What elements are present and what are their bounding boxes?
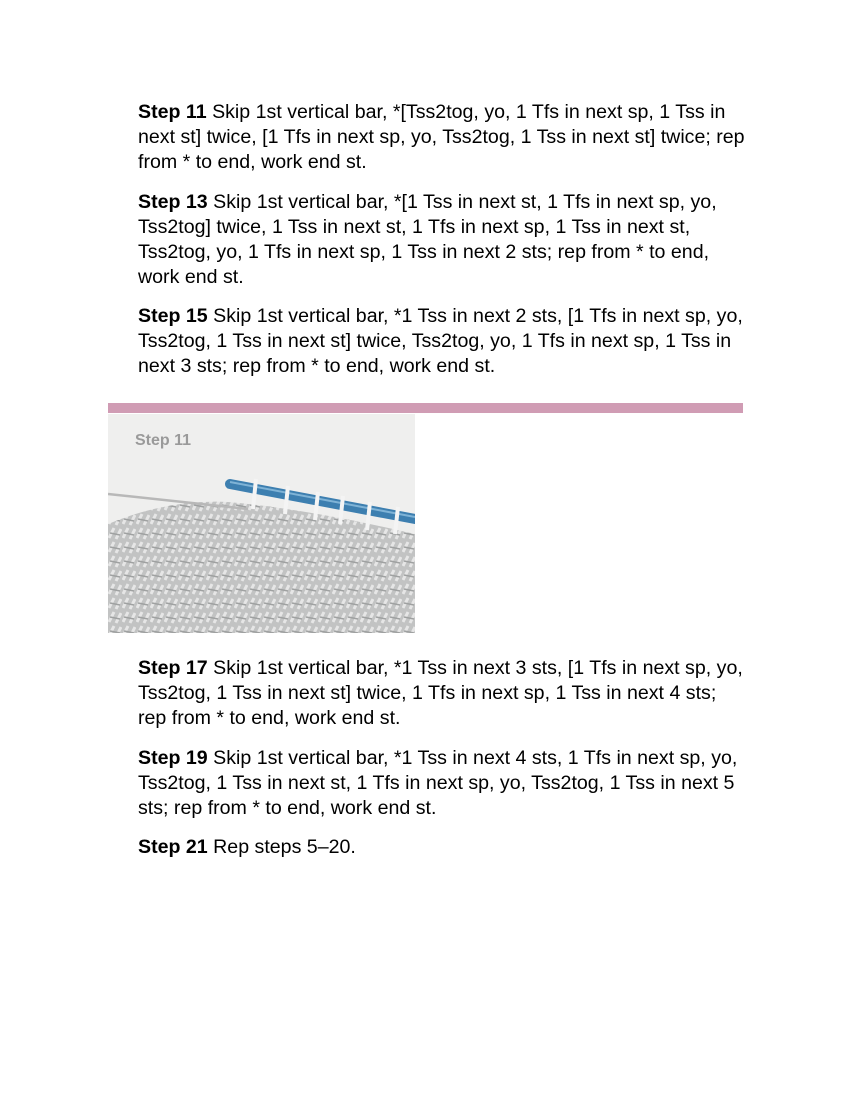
step-21-paragraph — [138, 835, 748, 860]
step-15-paragraph — [138, 304, 748, 379]
section-divider — [108, 403, 743, 413]
step-17-paragraph — [138, 656, 748, 731]
step-label: Step 11 — [138, 101, 207, 123]
step-photo — [108, 414, 415, 633]
step-text: Skip 1st vertical bar, *1 Tss in next 4 sts, 1 Tfs in next sp, yo, Tss2tog, 1 Tss in next st, 1 Tfs in next sp, yo, Tss2tog, 1 Tss in next 5 sts; rep from * to end, work end st. — [138, 747, 738, 819]
step-19-paragraph — [138, 746, 748, 821]
step-label: Step 13 — [138, 191, 208, 213]
step-text: Skip 1st vertical bar, *[1 Tss in next st, 1 Tfs in next sp, yo, Tss2tog] twice, 1 Tss in next st, 1 Tfs in next sp, 1 Tss in next st, Tss2tog, yo, 1 Tfs in next sp, 1 Tss in next 2 sts; rep from * to end, work end st. — [138, 191, 717, 288]
step-label: Step 17 — [138, 657, 208, 679]
step-13-paragraph — [138, 190, 748, 290]
photo-caption: Step 11 — [135, 432, 192, 449]
step-label: Step 21 — [138, 836, 208, 858]
step-text: Skip 1st vertical bar, *1 Tss in next 2 sts, [1 Tfs in next sp, yo, Tss2tog, 1 Tss in next st] twice, Tss2tog, yo, 1 Tfs in next sp, 1 Tss in next 3 sts; rep from * to end, work end st. — [138, 305, 743, 377]
step-label: Step 15 — [138, 305, 208, 327]
step-11-paragraph — [138, 100, 748, 175]
step-text: Skip 1st vertical bar, *1 Tss in next 3 sts, [1 Tfs in next sp, yo, Tss2tog, 1 Tss in next st] twice, 1 Tfs in next sp, 1 Tss in next 4 sts; rep from * to end, work end st. — [138, 657, 743, 729]
step-text: Rep steps 5–20. — [207, 836, 356, 858]
step-label: Step 19 — [138, 747, 208, 769]
step-text: Skip 1st vertical bar, *[Tss2tog, yo, 1 Tfs in next sp, 1 Tss in next st] twice, [1 Tfs in next sp, yo, Tss2tog, 1 Tss in next st] twice; rep from * to end, work end st. — [138, 101, 745, 173]
